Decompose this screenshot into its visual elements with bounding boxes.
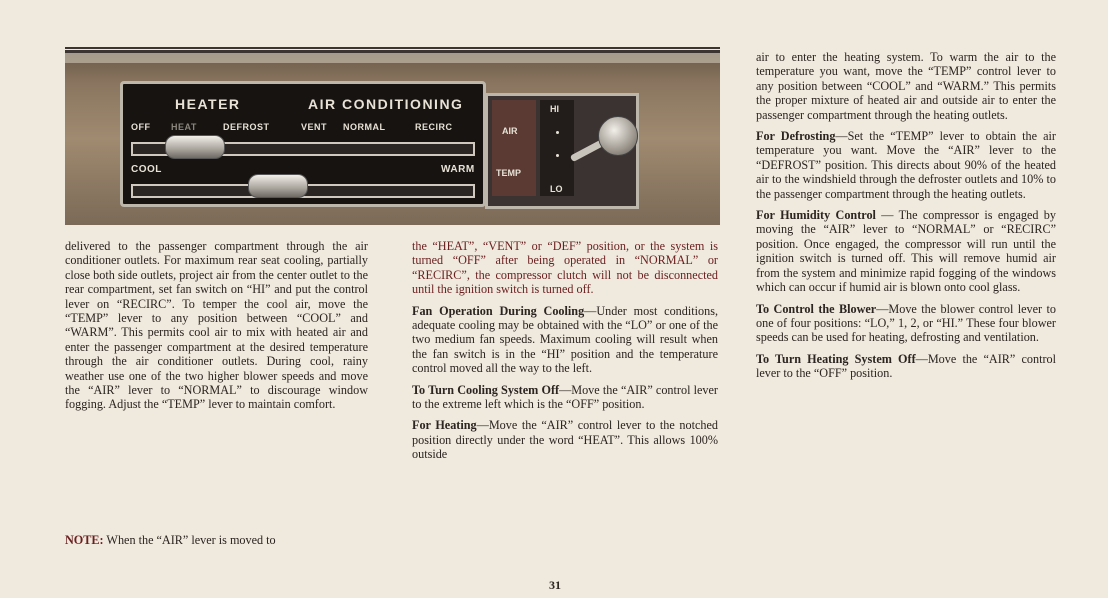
temp-warm-label: WARM: [441, 164, 475, 175]
heating-off-text: —Move the “AIR” control lever to the “OFF” position.: [756, 351, 1056, 381]
position-normal: NORMAL: [343, 122, 386, 132]
cooling-off-heading: To Turn Cooling System Off: [412, 382, 560, 397]
fan-operation-text: —Under most conditions, adequate cooling may be obtained with the “LO” or one of the two medium fan speeds. Maximum cooling will result when the fan switch is in the “HI” position and the temperature control moved all the way to the left.: [412, 303, 718, 376]
humidity-heading: For Humidity Control: [756, 208, 876, 223]
temp-lever-knob: [248, 174, 308, 198]
column-3: [756, 50, 1056, 388]
col2-paragraph-1: the “HEAT”, “VENT” or “DEF” position, or the system is turned “OFF” after being operated in “NORMAL” or “RECIRC”, the compressor clutch will not be disconnected until the ignition switch is turned off.: [412, 239, 718, 297]
blower-text: —Move the blower control lever to one of four positions: “LO,” 1, 2, or “HI.” These four blower speeds can be used for heating, defrosting and ventilation.: [756, 301, 1056, 345]
heater-ac-panel: [120, 81, 486, 207]
col3-paragraph-1: air to enter the heating system. To warm the air to the temperature you want, move the “TEMP” control lever to any position between “COOL” and “WARM.” This permits the proper mixture of heated air and outside air to enter the passenger compartment through the heating outlets.: [756, 50, 1056, 122]
heating-off-heading: To Turn Heating System Off: [756, 351, 916, 366]
note: [65, 533, 368, 548]
fan-label-temp: TEMP: [496, 168, 522, 178]
panel-header-heater: HEATER: [175, 96, 241, 112]
fan-label-lo: LO: [550, 184, 563, 194]
blower-section: [756, 302, 1056, 345]
fan-label-air: AIR: [502, 126, 518, 136]
position-recirc: RECIRC: [415, 122, 453, 132]
heating-section: [412, 418, 718, 461]
heating-heading: For Heating: [412, 418, 477, 433]
panel-header-ac: AIR CONDITIONING: [308, 96, 464, 112]
fan-knob: [598, 116, 638, 156]
defrosting-heading: For Defrosting: [756, 129, 836, 144]
heating-off-section: [756, 352, 1056, 381]
fan-operation-section: [412, 304, 718, 376]
fan-speed-dot: [556, 154, 559, 157]
defrosting-text: —Set the “TEMP” lever to obtain the air temperature you want. Move the “AIR” lever to the “DEFROST” position. This directs about 90% of the heated air to the windshield through the defroster outlets and 10% to the passenger compartment through the heating outlets.: [756, 129, 1056, 201]
cooling-off-section: [412, 383, 718, 412]
fan-switch-panel: [485, 93, 639, 209]
control-panel-photo: [65, 50, 720, 225]
heating-text: —Move the “AIR” control lever to the notched position directly under the word “HEAT”. This allows 100% outside: [412, 418, 718, 462]
humidity-text: — The compressor is engaged by moving the “AIR” lever to “NORMAL” or “RECIRC” position. Once engaged, the compressor will run until the ignition switch is turned off. This will remove humid air from the system and minimize rapid fogging of the windows which can occur if humid air is blown onto cool glass.: [756, 208, 1056, 295]
note-text: When the “AIR” lever is moved to: [103, 533, 276, 547]
humidity-section: [756, 208, 1056, 294]
defrosting-section: [756, 129, 1056, 201]
position-defrost: DEFROST: [223, 122, 270, 132]
col1-paragraph: delivered to the passenger compartment through the air conditioner outlets. For maximum rear seat cooling, partially close both side outlets, project air from the center outlet to the rear compartment, set fan switch on “HI” and put the control lever on “RECIRC”. To temper the cool air, move the “TEMP” lever to any position between “COOL” and “WARM”. This permits cool air to mix with heated air and enter the passenger compartment at the desired temperature through the air conditioner outlets. During cool, rainy weather use one of the two higher blower speeds and move the “AIR” lever to “NORMAL” to discourage window fogging. Adjust the “TEMP” lever to maintain comfort.: [65, 239, 368, 412]
top-rule: [65, 47, 720, 49]
temp-cool-label: COOL: [131, 164, 162, 175]
air-lever-knob: [165, 135, 225, 159]
cooling-off-text: —Move the “AIR” control lever to the extreme left which is the “OFF” position.: [412, 382, 718, 412]
blower-heading: To Control the Blower: [756, 301, 877, 316]
page-number: 31: [549, 578, 561, 592]
column-1: [65, 239, 368, 419]
position-vent: VENT: [301, 122, 328, 132]
note-label: NOTE:: [65, 533, 104, 547]
fan-label-hi: HI: [550, 104, 559, 114]
fan-speed-dot: [556, 131, 559, 134]
column-2: [412, 239, 718, 469]
position-off: OFF: [131, 122, 151, 132]
position-heat: HEAT: [171, 122, 197, 132]
fan-operation-heading: Fan Operation During Cooling: [412, 303, 585, 318]
